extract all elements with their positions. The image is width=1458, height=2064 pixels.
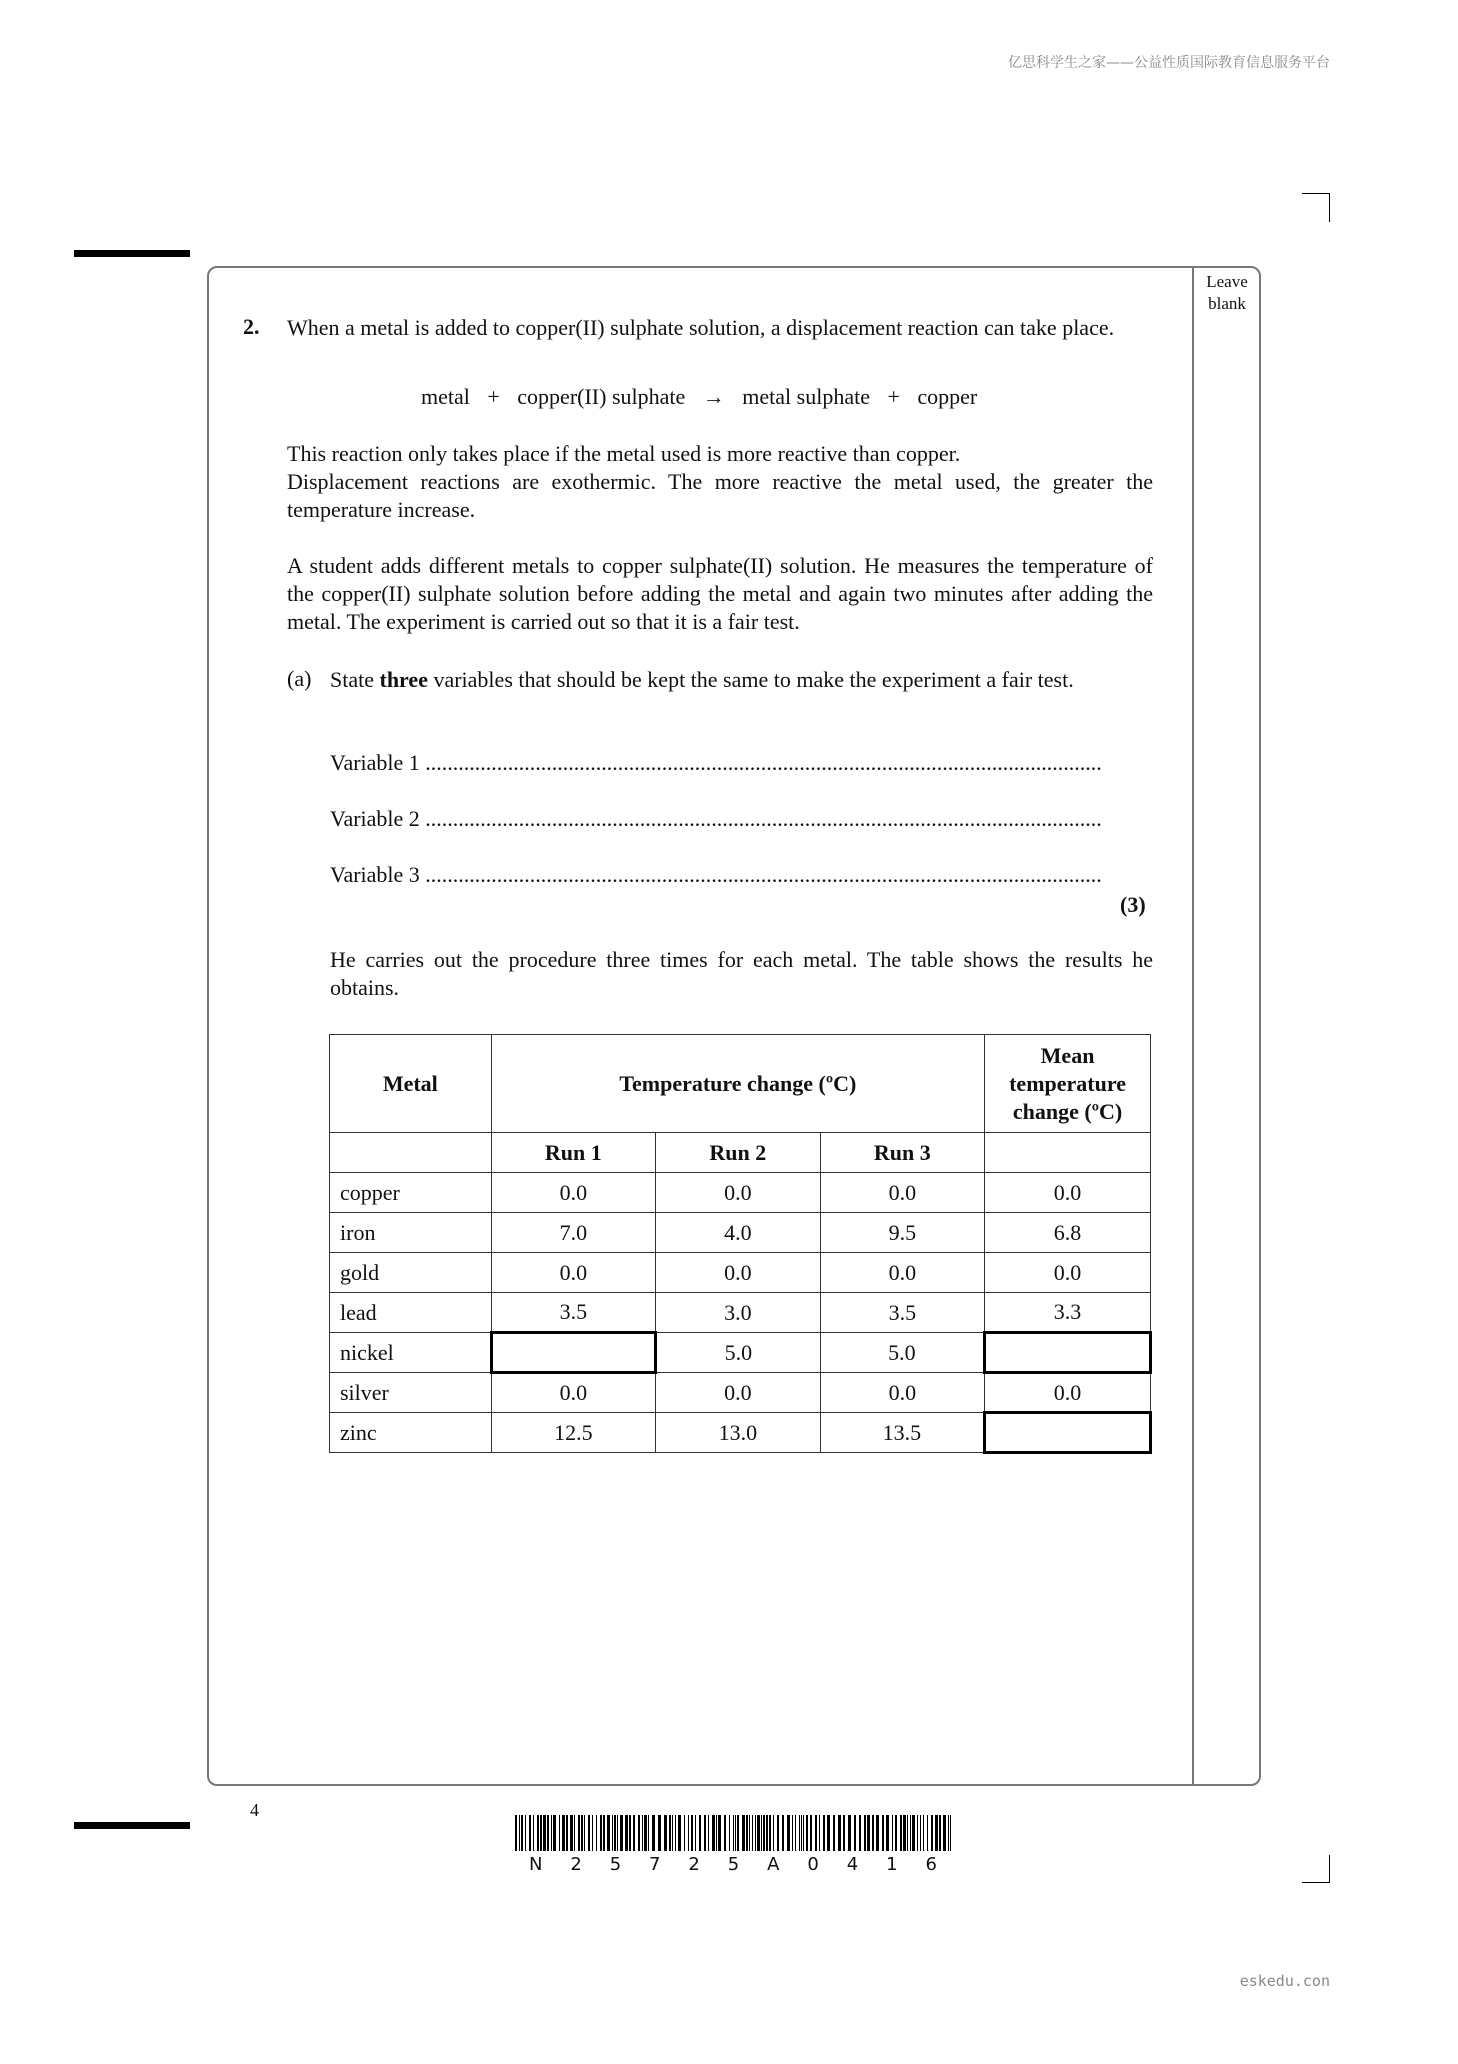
run1-cell: 0.0 [491, 1373, 656, 1413]
header-metal-blank [330, 1133, 492, 1173]
run3-cell: 13.5 [820, 1413, 985, 1453]
page-number: 4 [250, 1800, 259, 1820]
metal-cell: nickel [330, 1333, 492, 1373]
zinc-mean-answer-box[interactable] [985, 1413, 1151, 1453]
blank-label: blank [1208, 294, 1246, 313]
run2-cell: 0.0 [656, 1253, 821, 1293]
run1-cell: 7.0 [491, 1213, 656, 1253]
part-a-text-pre: State [330, 667, 380, 692]
eq-plus-2: + [887, 384, 900, 409]
nickel-mean-answer-box[interactable] [985, 1333, 1151, 1373]
leave-label: Leave [1206, 272, 1248, 291]
part-a-label: (a) [287, 666, 312, 691]
run2-cell: 0.0 [656, 1373, 821, 1413]
table-row [330, 1413, 1151, 1453]
watermark-top: 亿思科学生之家——公益性质国际教育信息服务平台 [1008, 55, 1330, 71]
header-mean [985, 1035, 1151, 1133]
run3-cell: 0.0 [820, 1173, 985, 1213]
table-row [330, 1333, 1151, 1373]
header-mean-blank [985, 1133, 1151, 1173]
metal-cell: gold [330, 1253, 492, 1293]
question-intro: When a metal is added to copper(II) sulphate solution, a displacement reaction can take place. [287, 315, 1115, 340]
crop-mark-bottom-h [1302, 1882, 1329, 1883]
barcode-char: 2 [688, 1854, 700, 1875]
table-intro: He carries out the procedure three times for each metal. The table shows the results he obtains. [330, 947, 1153, 1000]
variable-2-answer-line[interactable] [330, 806, 1153, 832]
run2-cell: 0.0 [656, 1173, 821, 1213]
variable-1-dots: ........................................................................................................................... [425, 750, 1102, 775]
mean-cell: 0.0 [985, 1173, 1151, 1213]
run1-cell: 12.5 [491, 1413, 656, 1453]
header-mean-line-1: Mean [1040, 1042, 1095, 1068]
eq-plus-1: + [487, 384, 500, 409]
table-row [330, 1213, 1151, 1253]
crop-mark-top-v [1329, 193, 1330, 222]
margin-bar-bottom [74, 1822, 190, 1829]
header-run-2: Run 2 [656, 1133, 821, 1173]
barcode-char: A [767, 1854, 780, 1875]
run2-cell: 3.0 [656, 1293, 821, 1333]
header-metal: Metal [330, 1035, 492, 1133]
leave-blank-divider [1192, 266, 1194, 1786]
table-row [330, 1293, 1151, 1333]
variable-3-label: Variable 3 [330, 862, 420, 887]
part-a-text-post: variables that should be kept the same to make the experiment a fair test. [427, 667, 1074, 692]
variable-2-label: Variable 2 [330, 806, 420, 831]
exothermic-text: Displacement reactions are exothermic. The more reactive the metal used, the greater the temperature increase. [287, 469, 1153, 522]
barcode-char: 1 [886, 1854, 898, 1875]
header-run-3: Run 3 [820, 1133, 985, 1173]
experiment-description: A student adds different metals to copper sulphate(II) solution. He measures the temperature of the copper(II) sulphate solution before adding the metal and again two minutes after adding the metal. The experiment is carried out so that it is a fair test. [287, 553, 1153, 634]
variable-1-answer-line[interactable] [330, 750, 1153, 776]
barcode-char: 4 [846, 1854, 859, 1875]
variable-1-label: Variable 1 [330, 750, 420, 775]
crop-mark-top-h [1302, 193, 1329, 194]
eq-arrow: → [702, 384, 725, 409]
table-row [330, 1173, 1151, 1213]
run2-cell: 13.0 [656, 1413, 821, 1453]
eq-metal-sulphate: metal sulphate [742, 384, 870, 409]
run3-cell: 0.0 [820, 1253, 985, 1293]
reaction-condition-text: This reaction only takes place if the metal used is more reactive than copper. [287, 441, 961, 466]
barcode-char: 7 [649, 1854, 661, 1875]
eq-copper: copper [917, 384, 978, 409]
barcode-char: 5 [609, 1854, 622, 1875]
barcode-char: 5 [727, 1854, 740, 1875]
barcode-char: 0 [807, 1854, 819, 1875]
metal-cell: zinc [330, 1413, 492, 1453]
mean-cell: 0.0 [985, 1373, 1151, 1413]
question-number: 2. [243, 314, 260, 339]
run1-cell: 0.0 [491, 1173, 656, 1213]
barcode-char: N [528, 1854, 543, 1875]
nickel-run1-answer-box[interactable] [491, 1333, 656, 1373]
run1-cell: 0.0 [491, 1253, 656, 1293]
barcode-char: 6 [925, 1854, 937, 1875]
part-a-text-bold: three [379, 667, 428, 692]
header-temperature-change: Temperature change (ºC) [491, 1035, 985, 1133]
marks-indicator: (3) [1120, 892, 1146, 917]
header-run-1: Run 1 [491, 1133, 656, 1173]
mean-cell: 3.3 [985, 1293, 1151, 1333]
word-equation [287, 384, 1153, 410]
barcode-char: 2 [570, 1854, 582, 1875]
metal-cell: iron [330, 1213, 492, 1253]
barcode-icon [515, 1815, 951, 1851]
watermark-bottom: eskedu.con [1239, 1972, 1330, 1990]
metal-cell: copper [330, 1173, 492, 1213]
eq-copper-sulphate: copper(II) sulphate [517, 384, 686, 409]
run3-cell: 0.0 [820, 1373, 985, 1413]
run3-cell: 9.5 [820, 1213, 985, 1253]
header-mean-line-2: temperature [1009, 1070, 1126, 1096]
header-mean-line-3: change (ºC) [1012, 1098, 1123, 1124]
variable-2-dots: ........................................................................................................................... [425, 806, 1102, 831]
results-table [329, 1034, 1152, 1454]
metal-cell: lead [330, 1293, 492, 1333]
eq-metal: metal [421, 384, 470, 409]
table-row [330, 1373, 1151, 1413]
leave-blank-label [1194, 271, 1260, 315]
margin-bar-top [74, 250, 190, 257]
barcode-text [515, 1854, 951, 1875]
mean-cell: 0.0 [985, 1253, 1151, 1293]
metal-cell: silver [330, 1373, 492, 1413]
variable-3-dots: ........................................................................................................................... [425, 862, 1102, 887]
table-row [330, 1253, 1151, 1293]
run1-cell: 3.5 [491, 1293, 656, 1333]
run3-cell: 5.0 [820, 1333, 985, 1373]
run2-cell: 5.0 [656, 1333, 821, 1373]
crop-mark-bottom-v [1329, 1855, 1330, 1883]
run2-cell: 4.0 [656, 1213, 821, 1253]
run3-cell: 3.5 [820, 1293, 985, 1333]
mean-cell: 6.8 [985, 1213, 1151, 1253]
part-a-question [330, 666, 1153, 694]
variable-3-answer-line[interactable] [330, 862, 1153, 888]
